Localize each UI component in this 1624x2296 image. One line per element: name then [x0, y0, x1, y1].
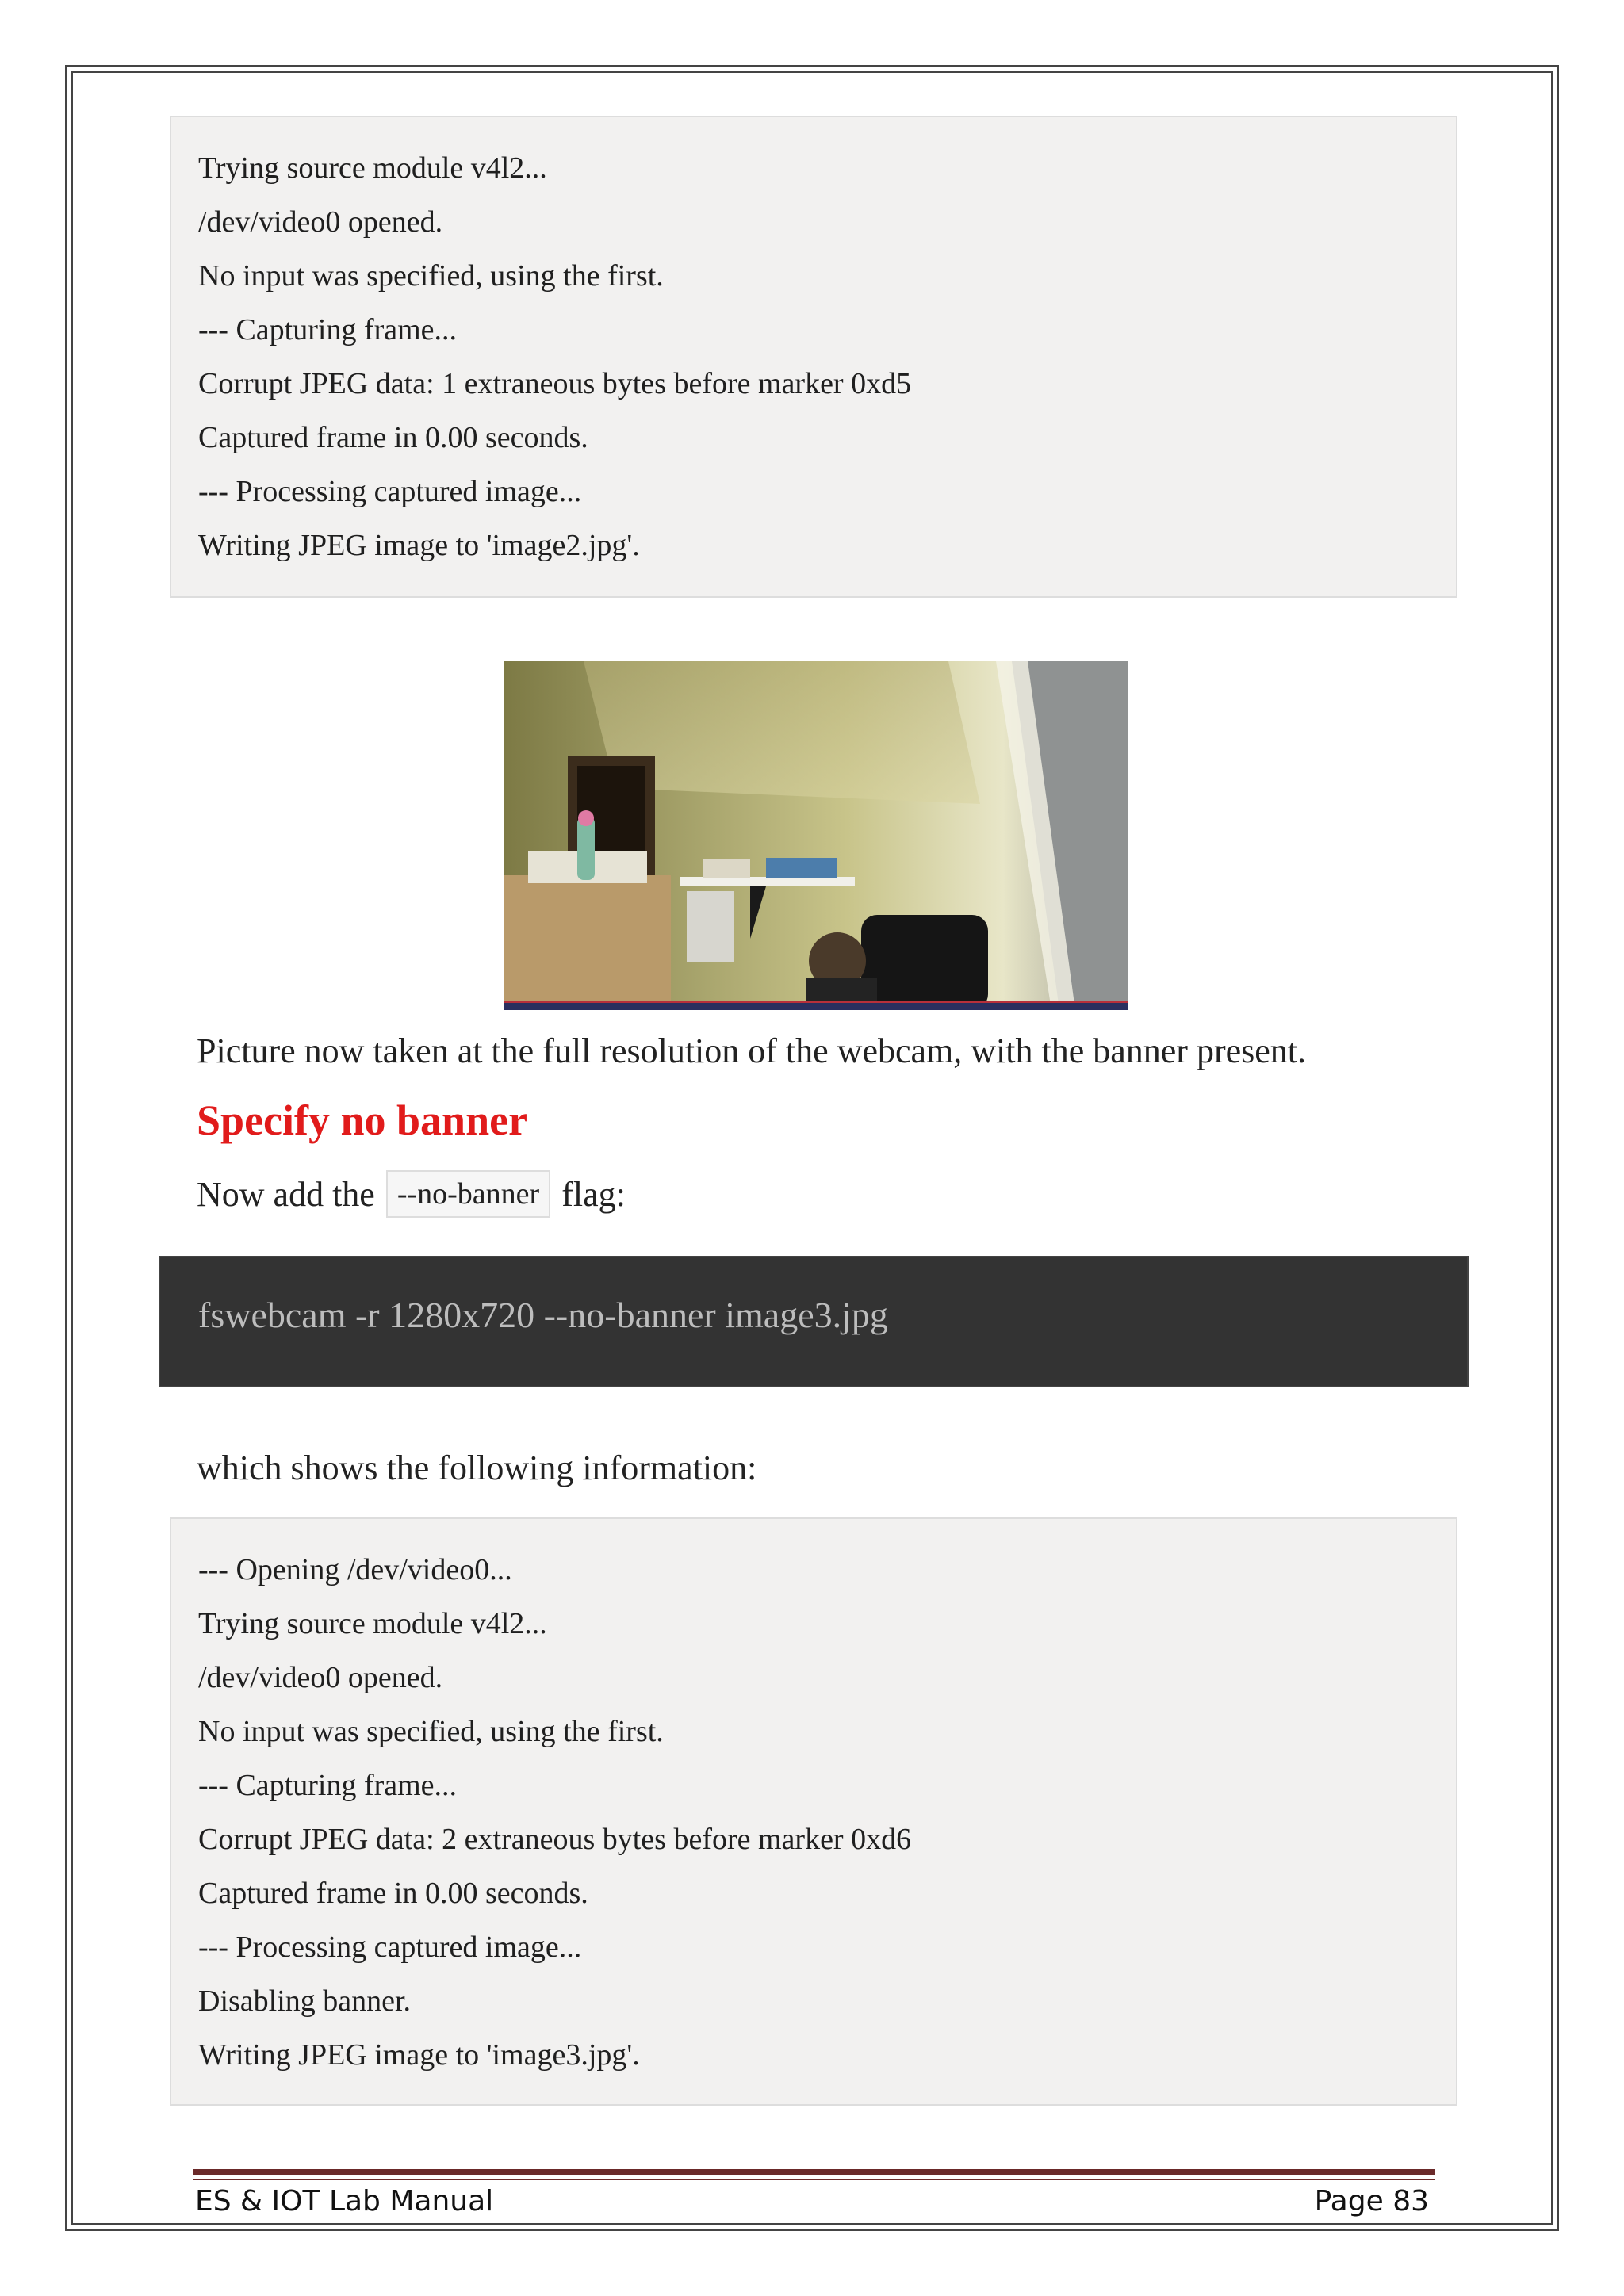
shows-info-paragraph: which shows the following information: [197, 1448, 757, 1487]
webcam-photo-drawing [504, 661, 1128, 1010]
output-line: --- Capturing frame... [198, 1769, 458, 1802]
output-line: Corrupt JPEG data: 1 extraneous bytes before marker 0xd5 [198, 367, 912, 400]
output-line: Captured frame in 0.00 seconds. [198, 421, 588, 454]
add-flag-text-before: Now add the [197, 1174, 375, 1214]
output-line: Trying source module v4l2... [198, 151, 547, 185]
inline-code-no-banner: --no-banner [386, 1170, 550, 1218]
output-line: Corrupt JPEG data: 2 extraneous bytes before marker 0xd6 [198, 1823, 912, 1856]
footer-divider-thin [193, 2179, 1435, 2180]
output-line: Captured frame in 0.00 seconds. [198, 1877, 588, 1910]
output-line: No input was specified, using the first. [198, 1715, 664, 1748]
output-line: /dev/video0 opened. [198, 205, 443, 239]
output-line: --- Opening /dev/video0... [198, 1553, 512, 1586]
add-flag-paragraph [197, 1170, 626, 1218]
output-line: Writing JPEG image to 'image3.jpg'. [198, 2038, 640, 2072]
terminal-output-block-1 [170, 116, 1457, 598]
terminal-output-block-2 [170, 1517, 1457, 2106]
output-line: Disabling banner. [198, 1984, 412, 2018]
webcam-photo [504, 661, 1128, 1010]
output-line: --- Capturing frame... [198, 313, 458, 346]
output-line: No input was specified, using the first. [198, 259, 664, 293]
command-text: fswebcam -r 1280x720 --no-banner image3.jpg [198, 1295, 888, 1335]
add-flag-text-after: flag: [561, 1174, 626, 1214]
output-line: --- Processing captured image... [198, 475, 582, 508]
output-line: --- Processing captured image... [198, 1931, 582, 1964]
footer-manual-title: ES & IOT Lab Manual [195, 2185, 494, 2218]
command-block [159, 1256, 1469, 1387]
output-line: /dev/video0 opened. [198, 1661, 443, 1694]
section-heading: Specify no banner [197, 1096, 528, 1144]
photo-caption: Picture now taken at the full resolution of the webcam, with the banner present. [197, 1031, 1307, 1070]
output-line: Writing JPEG image to 'image2.jpg'. [198, 529, 640, 562]
footer-divider-thick [193, 2169, 1435, 2175]
output-line: Trying source module v4l2... [198, 1607, 547, 1640]
footer-page-number: Page 83 [1314, 2185, 1429, 2218]
